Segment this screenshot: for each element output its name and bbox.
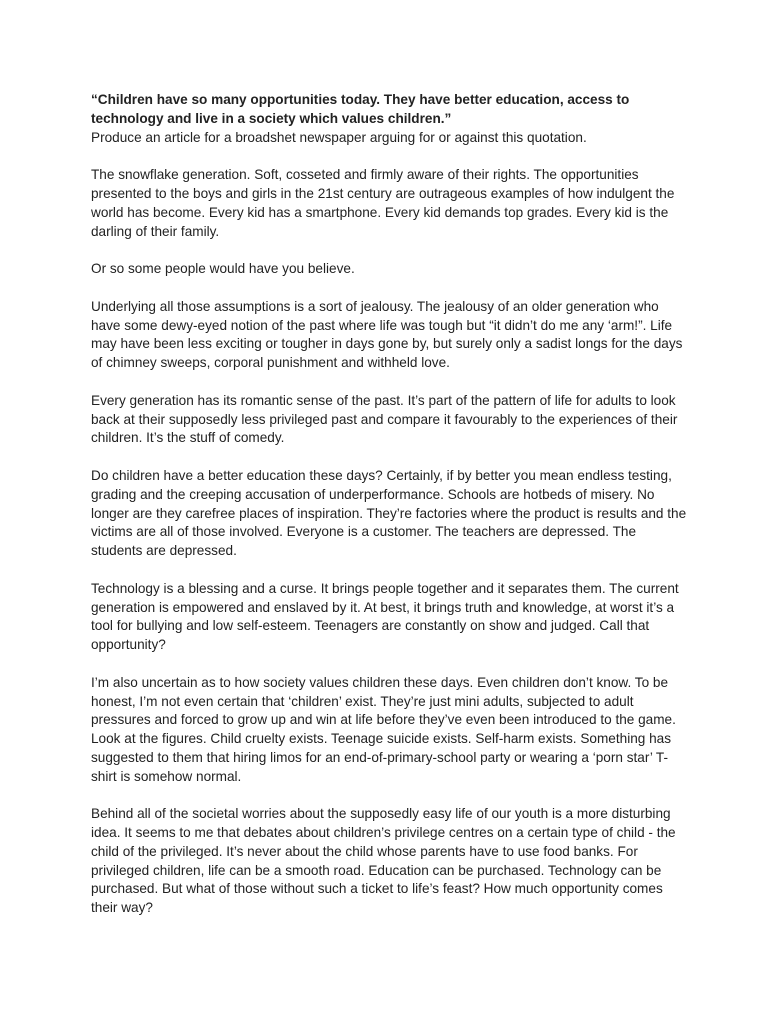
quotation-heading: “Children have so many opportunities today. They have better education, access to technology and live in a society which values children.” (91, 92, 630, 126)
paragraph-2: Or so some people would have you believe. (91, 261, 355, 277)
paragraph-4: Every generation has its romantic sense of the past. It’s part of the pattern of life for adults to look back at their supposedly less privileged past and compare it favourably to the experiences of their children. It’s the stuff of comedy. (91, 392, 678, 446)
paragraph-1: The snowflake generation. Soft, cosseted and firmly aware of their rights. The opportunities presented to the boys and girls in the 21st century are outrageous examples of how indulgent the world has become. Every kid has a smartphone. Every kid demands top grades. Every kid is the darling of their family. (91, 167, 675, 239)
paragraph-3: Underlying all those assumptions is a sort of jealousy. The jealousy of an older generation who have some dewy-eyed notion of the past where life was tough but “it didn’t do me any ‘arm!”. Life may have been less exciting or tougher in days gone by, but surely only a sadist longs for the days of chimney sweeps, corporal punishment and withheld love. (91, 298, 683, 371)
paragraph-7: I’m also uncertain as to how society values children these days. Even children don’t know. To be honest, I’m not even certain that ‘children’ exist. They’re just mini adults, subjected to adult pressures and forced to grow up and win at life before they’ve even been introduced to the game. Look at the figures. Child cruelty exists. Teenage suicide exists. Self-harm exists. Something has suggested to them that hiring limos for an end-of-primary-school party or wearing a ‘porn star’ T-shirt is somehow normal. (91, 674, 676, 784)
paragraph-6: Technology is a blessing and a curse. It brings people together and it separates them. The current generation is empowered and enslaved by it. At best, it brings truth and knowledge, at worst it’s a tool for bullying and low self-esteem. Teenagers are constantly on show and judged. Call that opportunity? (91, 580, 679, 653)
paragraph-8: Behind all of the societal worries about the supposedly easy life of our youth is a more disturbing idea. It seems to me that debates about children’s privilege centres on a certain type of child - the child of the privileged. It’s never about the child whose parents have to use food banks. For privileged children, life can be a smooth road. Education can be purchased. Technology can be purchased. But what of those without such a ticket to life’s feast? How much opportunity comes their way? (91, 806, 676, 916)
task-instruction: Produce an article for a broadshet newspaper arguing for or against this quotation. (91, 129, 587, 145)
paragraph-5: Do children have a better education these days? Certainly, if by better you mean endless testing, grading and the creeping accusation of underperformance. Schools are hotbeds of misery. No longer are they carefree places of inspiration. They’re factories where the product is results and the victims are all of those involved. Everyone is a customer. The teachers are depressed. The students are depressed. (91, 467, 687, 559)
document-page (91, 91, 691, 937)
